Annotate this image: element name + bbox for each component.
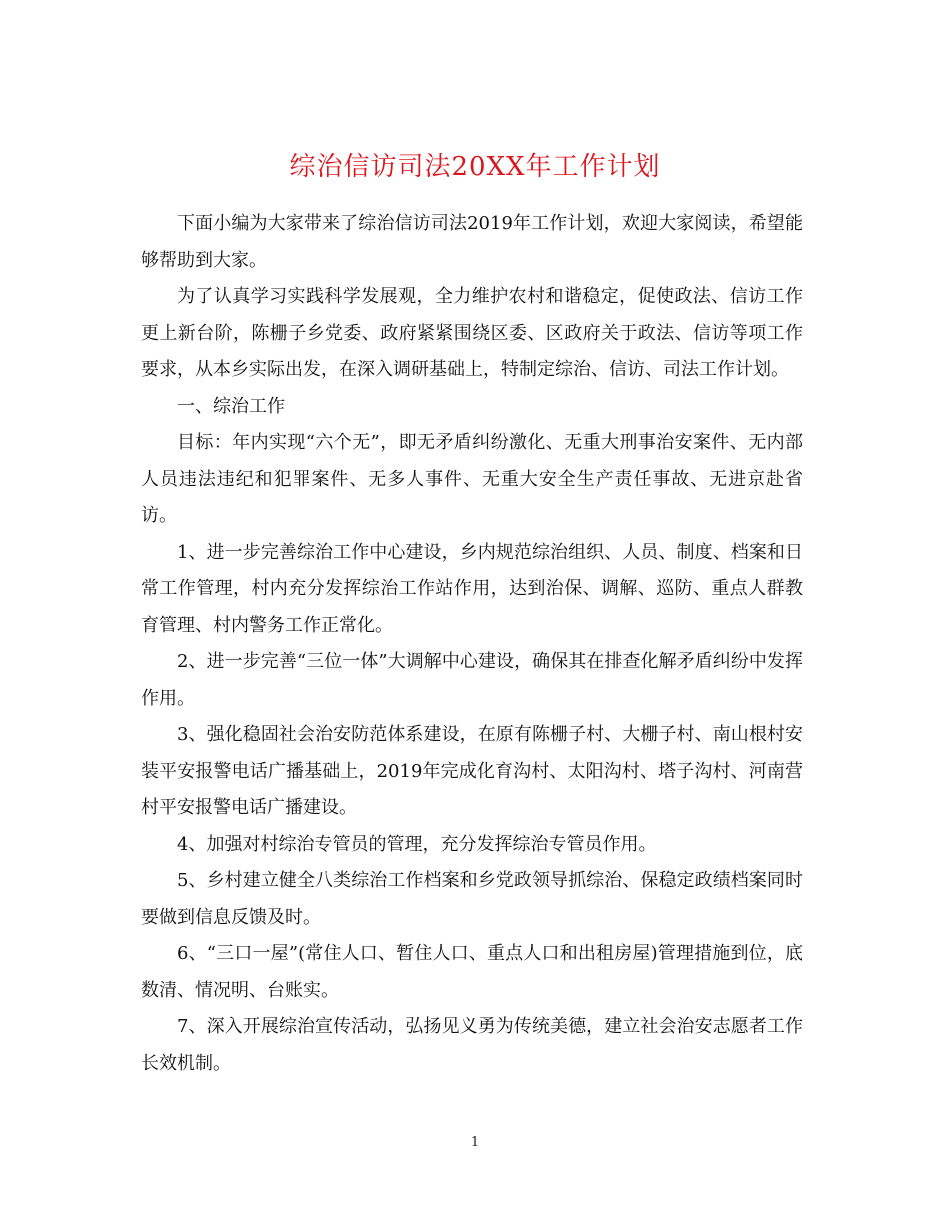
page-number: 1	[470, 1135, 480, 1150]
document-body	[141, 206, 803, 1082]
list-item-3: 3、强化稳固社会治安防范体系建设，在原有陈栅子村、大栅子村、南山根村安装平安报警电话广播基础上，2019年完成化育沟村、太阳沟村、塔子沟村、河南营村平安报警电话广播建设。	[141, 724, 803, 818]
section-heading-comprehensive-governance: 一、综治工作	[177, 395, 285, 417]
list-item-5: 5、乡村建立健全八类综治工作档案和乡党政领导抓综治、保稳定政绩档案同时要做到信息反馈及时。	[141, 870, 803, 928]
paragraph-purpose: 为了认真学习实践科学发展观，全力维护农村和谐稳定，促使政法、信访工作更上新台阶，陈栅子乡党委、政府紧紧围绕区委、区政府关于政法、信访等项工作要求，从本乡实际出发，在深入调研基础上，特制定综治、信访、司法工作计划。	[141, 286, 803, 380]
list-item-6: 6、“三口一屋”(常住人口、暂住人口、重点人口和出租房屋)管理措施到位，底数清、情况明、台账实。	[141, 943, 803, 1001]
paragraph-goal: 目标：年内实现“六个无”，即无矛盾纠纷激化、无重大刑事治安案件、无内部人员违法违纪和犯罪案件、无多人事件、无重大安全生产责任事故、无进京赴省访。	[141, 432, 803, 526]
list-item-7: 7、深入开展综治宣传活动，弘扬见义勇为传统美德，建立社会治安志愿者工作长效机制。	[141, 1016, 803, 1074]
list-item-1: 1、进一步完善综治工作中心建设，乡内规范综治组织、人员、制度、档案和日常工作管理，村内充分发挥综治工作站作用，达到治保、调解、巡防、重点人群教育管理、村内警务工作正常化。	[141, 541, 803, 636]
list-item-2: 2、进一步完善“三位一体”大调解中心建设，确保其在排查化解矛盾纠纷中发挥作用。	[141, 651, 803, 709]
list-item-4: 4、加强对村综治专管员的管理，充分发挥综治专管员作用。	[177, 833, 657, 855]
paragraph-intro: 下面小编为大家带来了综治信访司法2019年工作计划，欢迎大家阅读，希望能够帮助到大家。	[141, 213, 803, 271]
document-title: 综治信访司法20XX年工作计划	[289, 152, 661, 183]
